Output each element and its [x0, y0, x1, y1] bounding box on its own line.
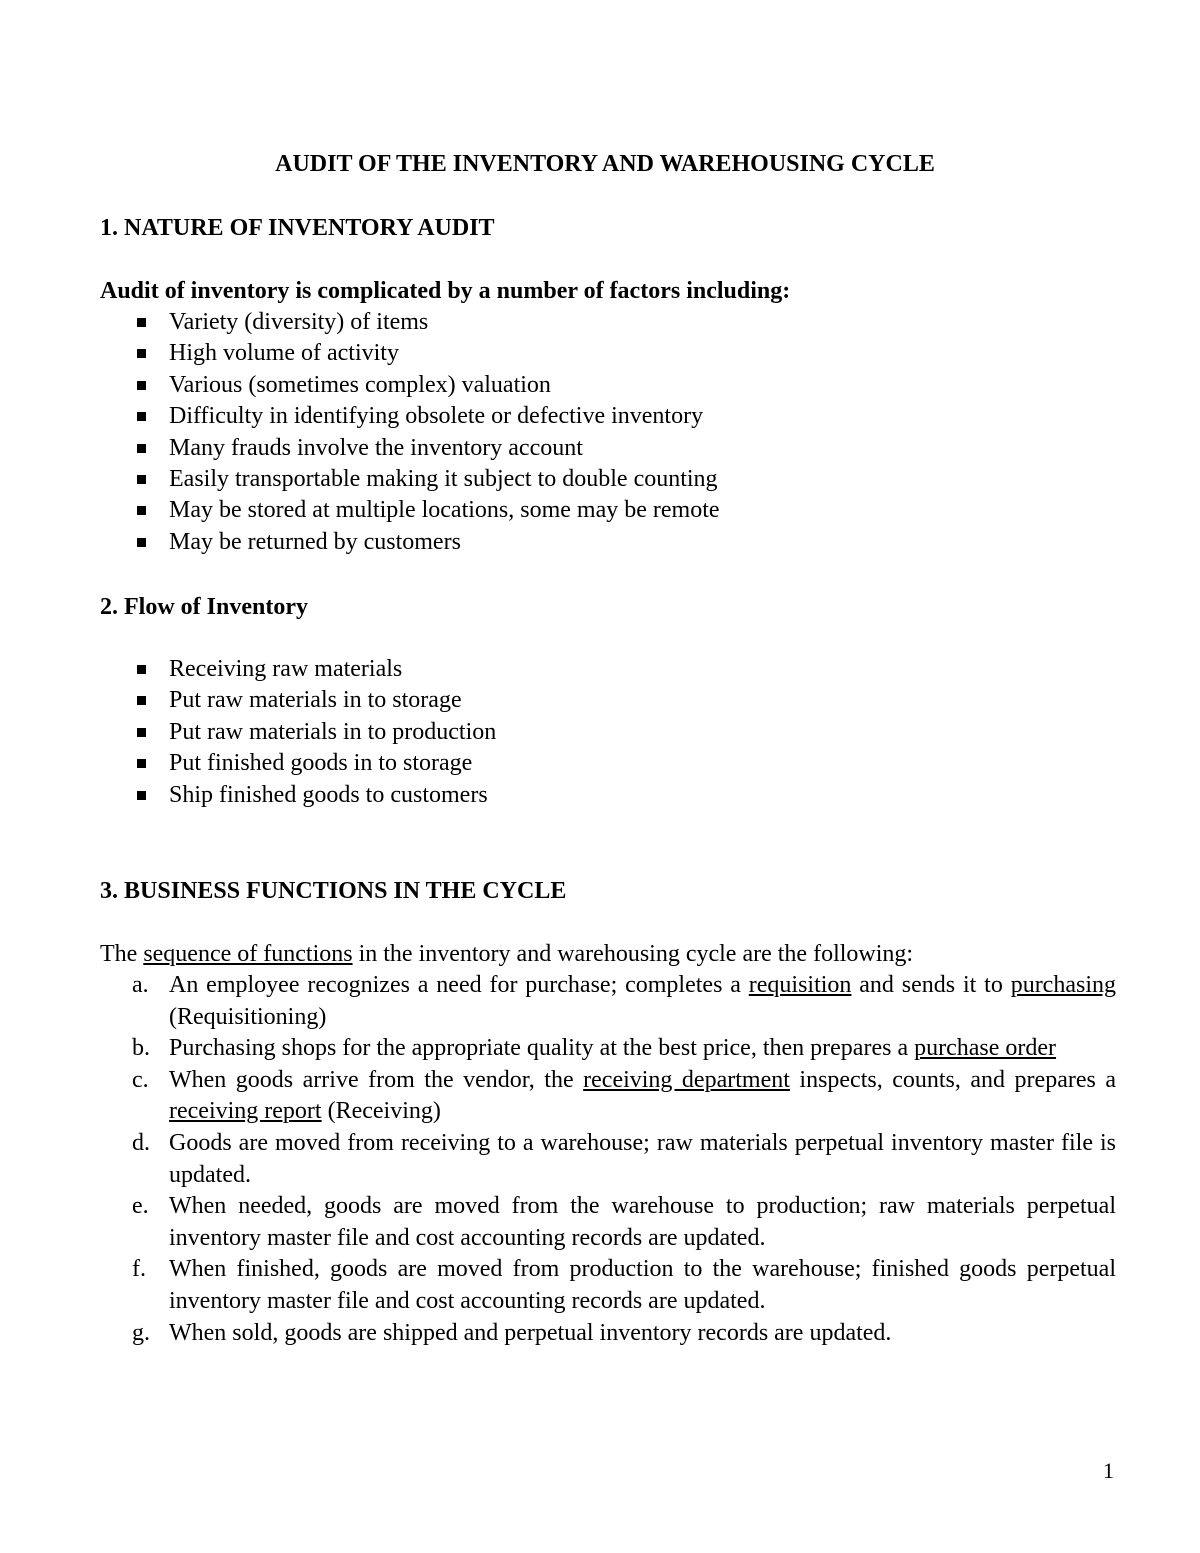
section-3-heading: 3. BUSINESS FUNCTIONS IN THE CYCLE	[100, 878, 567, 904]
square-bullet-icon	[137, 318, 146, 327]
list-item: Receiving raw materials	[0, 654, 496, 685]
square-bullet-icon	[137, 665, 146, 674]
underlined-term: purchase order	[914, 1035, 1057, 1062]
square-bullet-icon	[137, 538, 146, 547]
list-marker: f.	[132, 1256, 146, 1283]
underlined-term: requisition	[748, 972, 852, 998]
underlined-term: receiving department	[583, 1066, 790, 1093]
list-item: d. Goods are moved from receiving to a warehouse; raw materials perpetual inventory master file is updated.	[132, 1129, 1116, 1188]
underlined-term: purchasing	[1010, 972, 1116, 998]
list-item: Put finished goods in to storage	[0, 748, 496, 779]
square-bullet-icon	[137, 349, 146, 358]
square-bullet-icon	[137, 475, 146, 484]
list-item: Variety (diversity) of items	[0, 307, 720, 338]
list-item: a. An employee recognizes a need for purchase; completes a requisition and sends it to purchasing (Requisitioning)	[132, 972, 1116, 1030]
square-bullet-icon	[137, 791, 146, 800]
list-marker: e.	[132, 1193, 149, 1220]
underlined-term: sequence of functions	[143, 941, 353, 967]
list-item: May be returned by customers	[0, 527, 720, 558]
list-item: g. When sold, goods are shipped and perpetual inventory records are updated.	[0, 1318, 1116, 1350]
list-item: Various (sometimes complex) valuation	[0, 370, 720, 401]
section-2-list	[0, 654, 496, 811]
list-marker: g.	[132, 1319, 150, 1346]
section-3-intro: The sequence of functions in the inventory and warehousing cycle are the following:	[100, 941, 914, 967]
square-bullet-icon	[137, 728, 146, 737]
section-2-heading: 2. Flow of Inventory	[100, 594, 308, 620]
document-title: AUDIT OF THE INVENTORY AND WAREHOUSING CYCLE	[275, 151, 935, 177]
square-bullet-icon	[137, 506, 146, 515]
list-item: Easily transportable making it subject to double counting	[0, 464, 720, 495]
list-item: c. When goods arrive from the vendor, the receiving department inspects, counts, and prepares a receiving report (Receiving)	[132, 1066, 1116, 1125]
list-marker: d.	[132, 1129, 150, 1156]
section-3-list	[0, 970, 1116, 1349]
section-1-intro: Audit of inventory is complicated by a number of factors including:	[100, 278, 791, 304]
page-number: 1	[1103, 1458, 1114, 1483]
square-bullet-icon	[137, 381, 146, 390]
section-1-heading: 1. NATURE OF INVENTORY AUDIT	[100, 215, 495, 241]
list-item: Difficulty in identifying obsolete or defective inventory	[0, 401, 720, 432]
square-bullet-icon	[137, 444, 146, 453]
list-marker: b.	[132, 1035, 150, 1062]
list-item: b. Purchasing shops for the appropriate quality at the best price, then prepares a purchase order	[0, 1033, 1116, 1065]
section-1-list	[0, 307, 720, 558]
list-marker: c.	[132, 1066, 149, 1093]
list-item: Many frauds involve the inventory account	[0, 433, 720, 464]
list-item: May be stored at multiple locations, some may be remote	[0, 495, 720, 526]
square-bullet-icon	[137, 759, 146, 768]
list-item: e. When needed, goods are moved from the warehouse to production; raw materials perpetual inventory master file and cost accounting records are updated.	[132, 1193, 1116, 1251]
list-item: f. When finished, goods are moved from production to the warehouse; finished goods perpetual inventory master file and cost accounting records are updated.	[132, 1256, 1116, 1314]
list-marker: a.	[132, 972, 149, 998]
underlined-term: receiving report	[169, 1098, 322, 1125]
square-bullet-icon	[137, 412, 146, 421]
list-item: Ship finished goods to customers	[0, 780, 496, 811]
list-item: High volume of activity	[0, 338, 720, 369]
list-item: Put raw materials in to production	[0, 717, 496, 748]
square-bullet-icon	[137, 696, 146, 705]
list-item: Put raw materials in to storage	[0, 685, 496, 716]
